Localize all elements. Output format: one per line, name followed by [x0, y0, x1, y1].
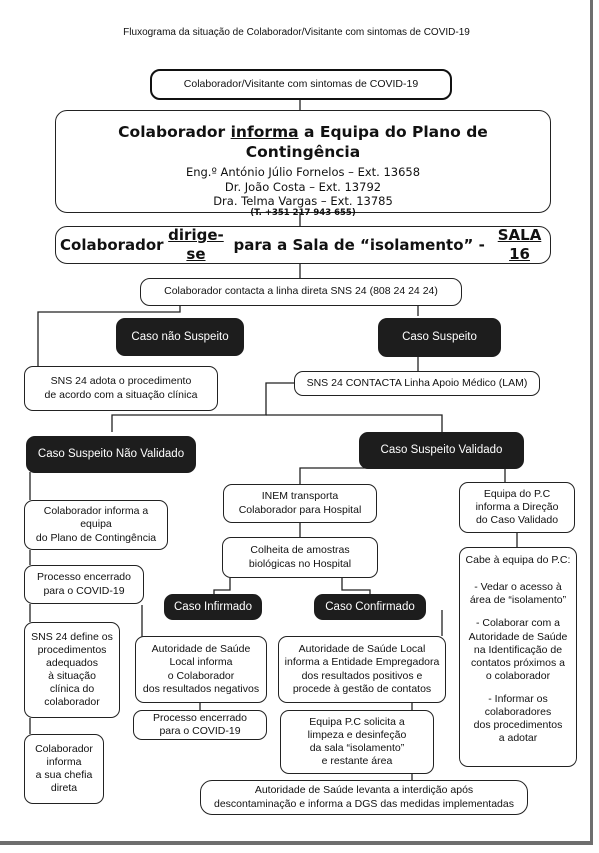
process-closed-step: Processo encerrado para o COVID-19	[24, 565, 144, 604]
final-step: Autoridade de Saúde levanta a interdição após descontaminação e informa a DGS das medidas implementadas	[200, 780, 528, 815]
pc-duty-item: - Vedar o acesso à área de “isolamento”	[469, 581, 567, 607]
validated-node: Caso Suspeito Validado	[359, 432, 524, 469]
pc-duties-node	[459, 547, 577, 767]
sns24-defines-step: SNS 24 define os procedimentos adequados à situação clínica do colaborador	[24, 622, 120, 718]
not-suspect-node: Caso não Suspeito	[116, 318, 244, 356]
confirmed-node: Caso Confirmado	[314, 594, 426, 620]
inform-heading: Colaborador informa a Equipa do Plano de Contingência	[118, 123, 488, 161]
process-closed-infirmed-step: Processo encerrado para o COVID-19	[133, 710, 267, 740]
pc-duty-item: - Informar os colaboradores dos procedimentos a adotar	[473, 693, 563, 745]
not-validated-node: Caso Suspeito Não Validado	[26, 436, 196, 473]
pc-inform-node: Equipa do P.C informa a Direção do Caso Validado	[459, 482, 575, 533]
diagram-title: Fluxograma da situação de Colaborador/Visitante com sintomas de COVID-19	[123, 27, 470, 38]
inform-team-node	[55, 110, 551, 219]
contact-line: Dra. Telma Vargas – Ext. 13785	[213, 193, 393, 208]
positive-results-step: Autoridade de Saúde Local informa a Entidade Empregadora dos resultados positivos e procede à gestão de contatos	[278, 636, 446, 703]
pc-duties-heading: Cabe à equipa do P.C:	[465, 554, 571, 566]
suspect-node: Caso Suspeito	[378, 318, 501, 357]
start-node: Colaborador/Visitante com sintomas de COVID-19	[150, 69, 452, 100]
inem-transport-node: INEM transporta Colaborador para Hospital	[223, 484, 377, 523]
connector	[300, 468, 380, 484]
pc-duty-item: - Colaborar com a Autoridade de Saúde na Identificação de contatos próximos a o colaborador	[468, 617, 568, 682]
connector	[214, 578, 230, 594]
cleaning-step: Equipa P.C solicita a limpeza e desinfeção da sala “isolamento” e restante área	[280, 710, 434, 774]
negative-results-step: Autoridade de Saúde Local informa o Colaborador dos resultados negativos	[135, 636, 267, 703]
connector	[342, 578, 370, 594]
infirmed-node: Caso Infirmado	[164, 594, 262, 620]
phone-number: (T. +351 217 943 655)	[250, 208, 356, 219]
sns24-contact-node: Colaborador contacta a linha direta SNS 24 (808 24 24 24)	[140, 278, 462, 306]
sns24-adopts-node: SNS 24 adota o procedimento de acordo com a situação clínica	[24, 366, 218, 411]
contact-line: Eng.º António Júlio Fornelos – Ext. 13658	[185, 165, 421, 180]
contact-line: Dr. João Costa – Ext. 13792	[224, 179, 382, 194]
connector	[266, 415, 442, 432]
inform-chief-step: Colaborador informa a sua chefia direta	[24, 734, 104, 804]
lam-contact-node: SNS 24 CONTACTA Linha Apoio Médico (LAM)	[294, 371, 540, 396]
isolation-node: Colaborador dirige-se para a Sala de “isolamento” - SALA 16	[55, 226, 551, 264]
sample-collection-node: Colheita de amostras biológicas no Hospital	[222, 537, 378, 578]
inform-team-step: Colaborador informa a equipa do Plano de Contingência	[24, 500, 168, 550]
